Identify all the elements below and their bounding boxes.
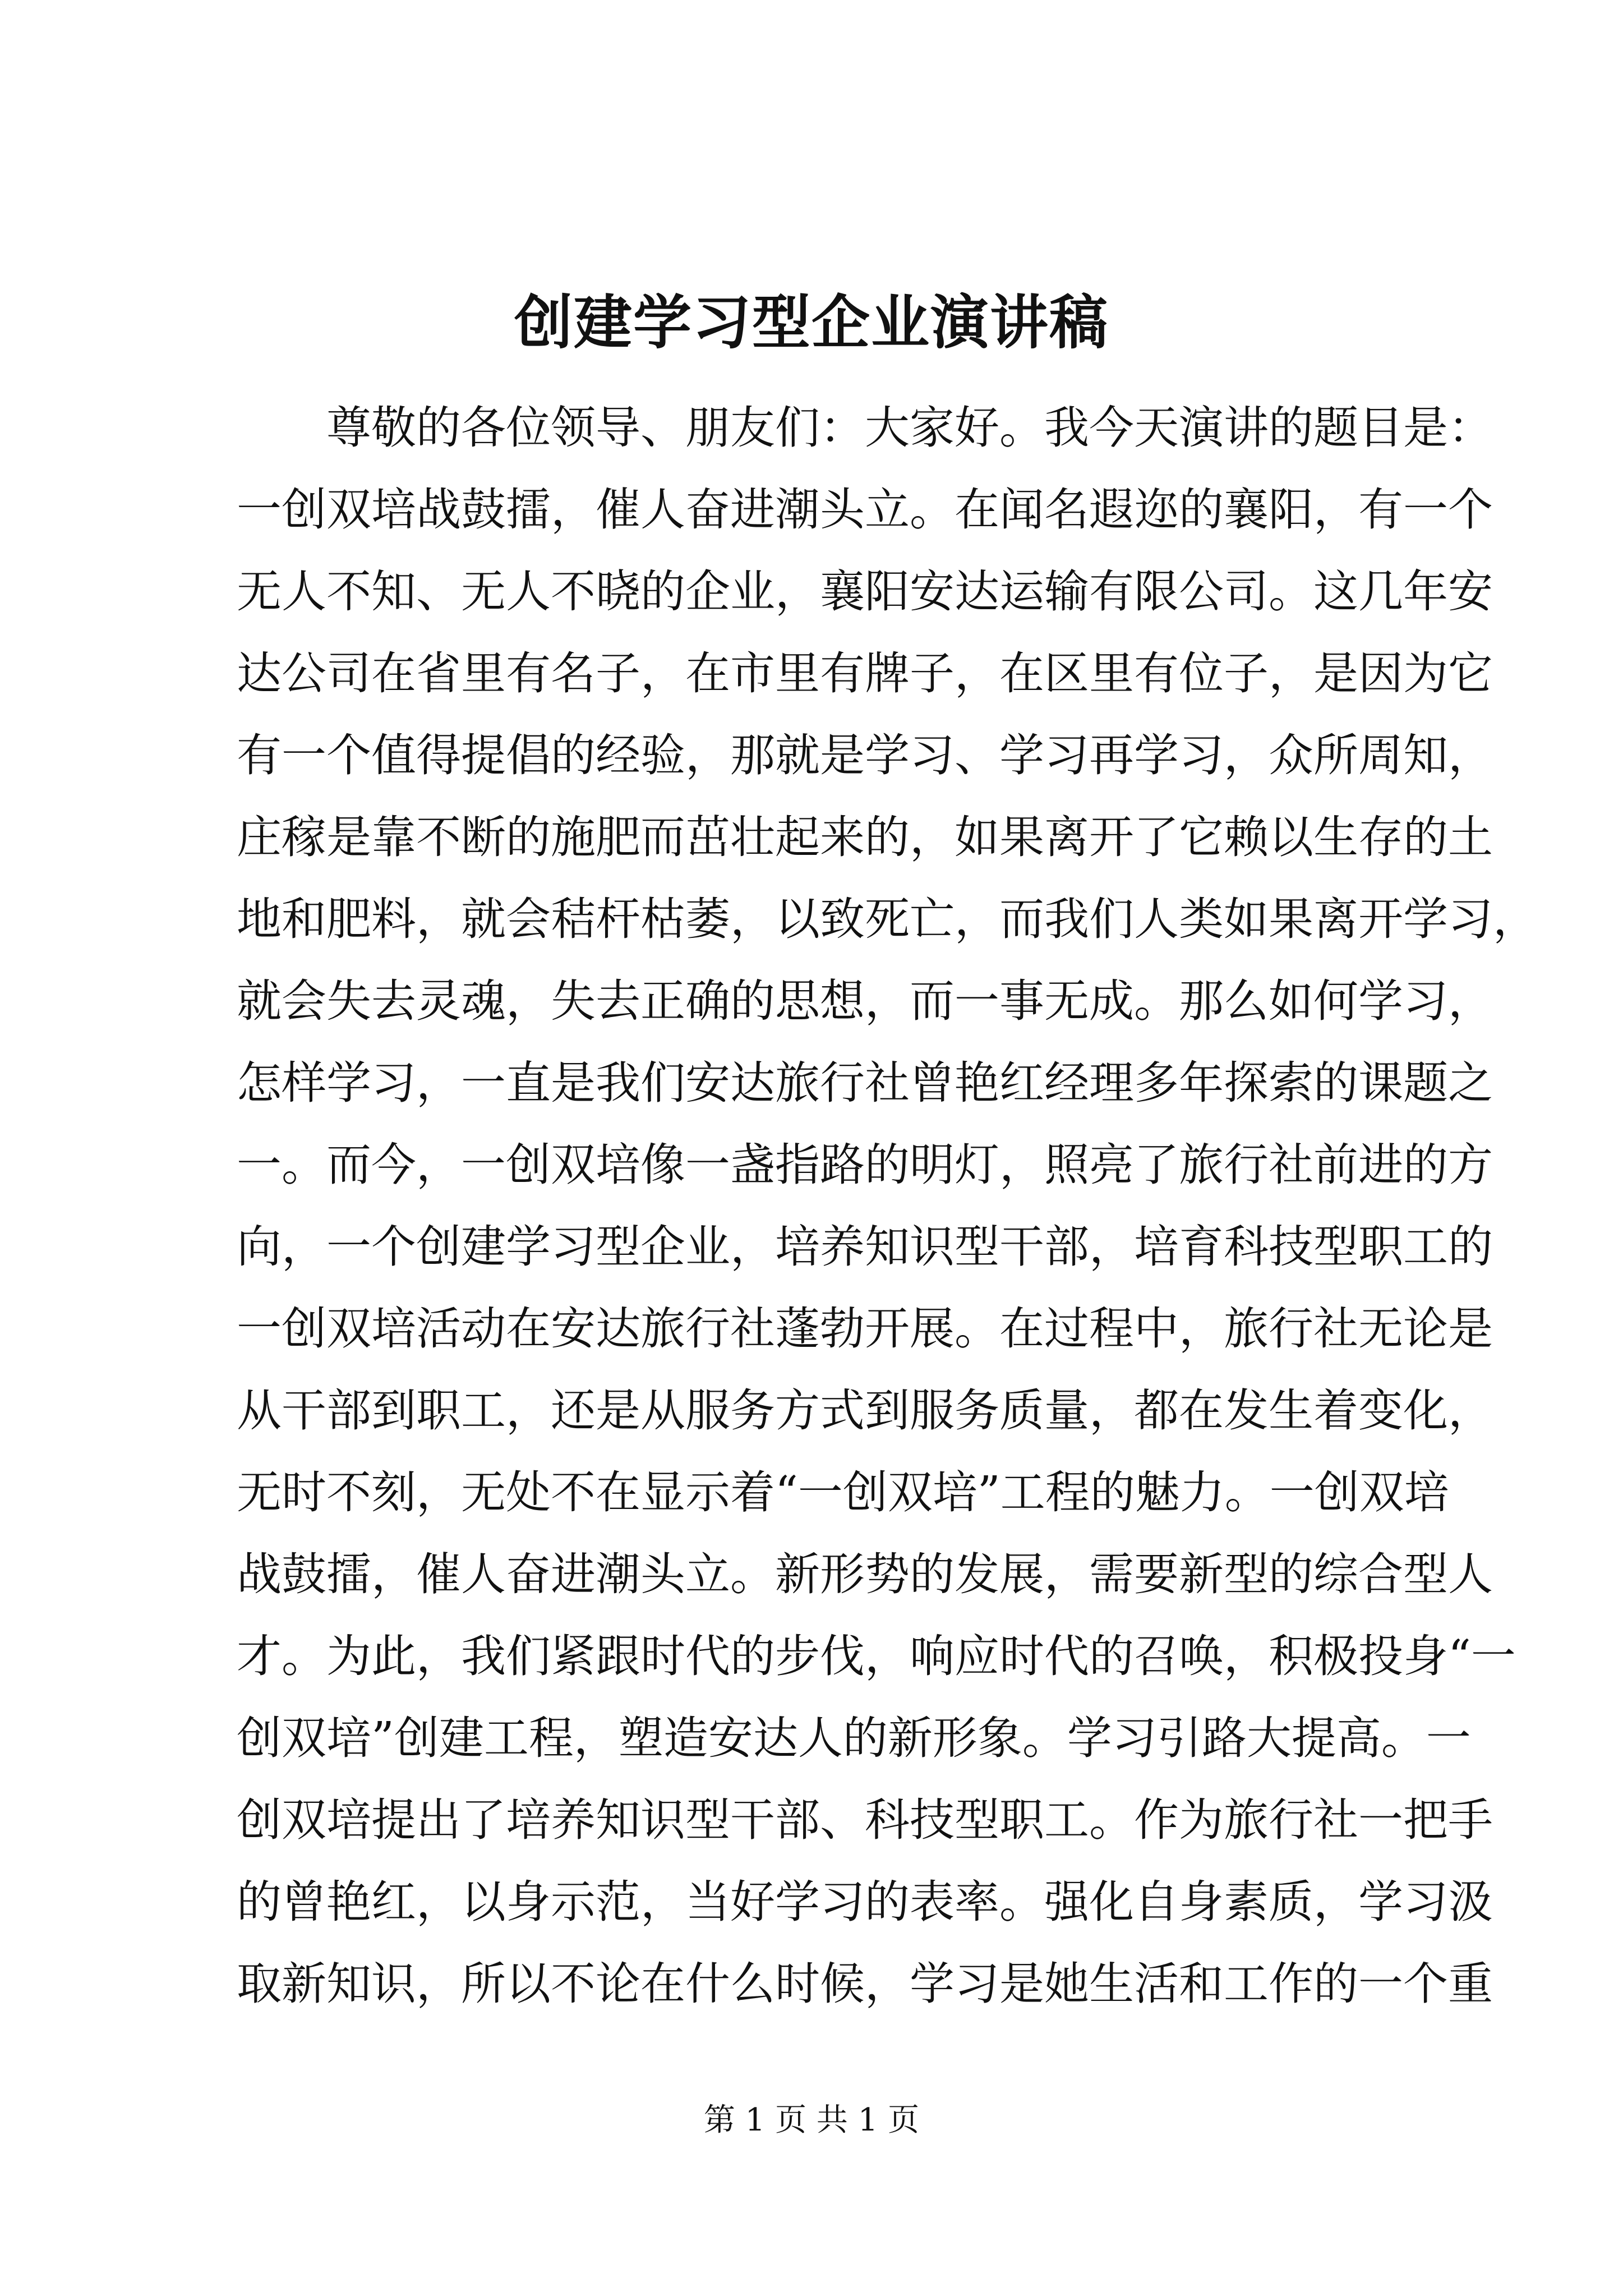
body-line: 创双培提出了培养知识型干部、科技型职工。作为旅行社一把手 — [237, 1794, 1493, 1846]
body-line: 一创双培活动在安达旅行社蓬勃开展。在过程中，旅行社无论是 — [237, 1303, 1493, 1355]
body-line: 从干部到职工，还是从服务方式到服务质量，都在发生着变化， — [237, 1384, 1493, 1437]
body-line: 尊敬的各位领导、朋友们：大家好。我今天演讲的题目是： — [326, 402, 1493, 454]
document-body — [237, 387, 1538, 2025]
body-line: 向，一个创建学习型企业，培养知识型干部，培育科技型职工的 — [237, 1221, 1493, 1273]
body-line: 地和肥料，就会秸杆枯萎，以致死亡，而我们人类如果离开学习， — [237, 893, 1538, 945]
body-line: 创双培”创建工程，塑造安达人的新形象。学习引路大提高。一 — [237, 1712, 1471, 1764]
body-line: 无时不刻，无处不在显示着“一创双培”工程的魅力。一创双培 — [237, 1466, 1449, 1519]
body-line: 一创双培战鼓擂，催人奋进潮头立。在闻名遐迩的襄阳，有一个 — [237, 484, 1493, 536]
body-line: 就会失去灵魂，失去正确的思想，而一事无成。那么如何学习， — [237, 975, 1493, 1027]
body-line: 无人不知、无人不晓的企业，襄阳安达运输有限公司。这几年安 — [237, 565, 1493, 618]
body-line: 战鼓擂，催人奋进潮头立。新形势的发展，需要新型的综合型人 — [237, 1548, 1493, 1600]
body-line: 一。而今，一创双培像一盏指路的明灯，照亮了旅行社前进的方 — [237, 1139, 1493, 1191]
document-title: 创建学习型企业演讲稿 — [514, 288, 1109, 357]
body-line: 取新知识，所以不论在什么时候，学习是她生活和工作的一个重 — [237, 1958, 1493, 2010]
body-line: 有一个值得提倡的经验，那就是学习、学习再学习，众所周知， — [237, 729, 1493, 781]
body-line: 达公司在省里有名子，在市里有牌子，在区里有位子，是因为它 — [237, 647, 1493, 700]
body-line: 庄稼是靠不断的施肥而茁壮起来的，如果离开了它赖以生存的土 — [237, 811, 1493, 863]
page-footer: 第 1 页 共 1 页 — [703, 2102, 920, 2138]
body-line: 才。为此，我们紧跟时代的步伐，响应时代的召唤，积极投身“一 — [237, 1630, 1516, 1682]
body-line: 怎样学习，一直是我们安达旅行社曾艳红经理多年探索的课题之 — [237, 1057, 1493, 1109]
body-line: 的曾艳红，以身示范，当好学习的表率。强化自身素质，学习汲 — [237, 1876, 1493, 1928]
